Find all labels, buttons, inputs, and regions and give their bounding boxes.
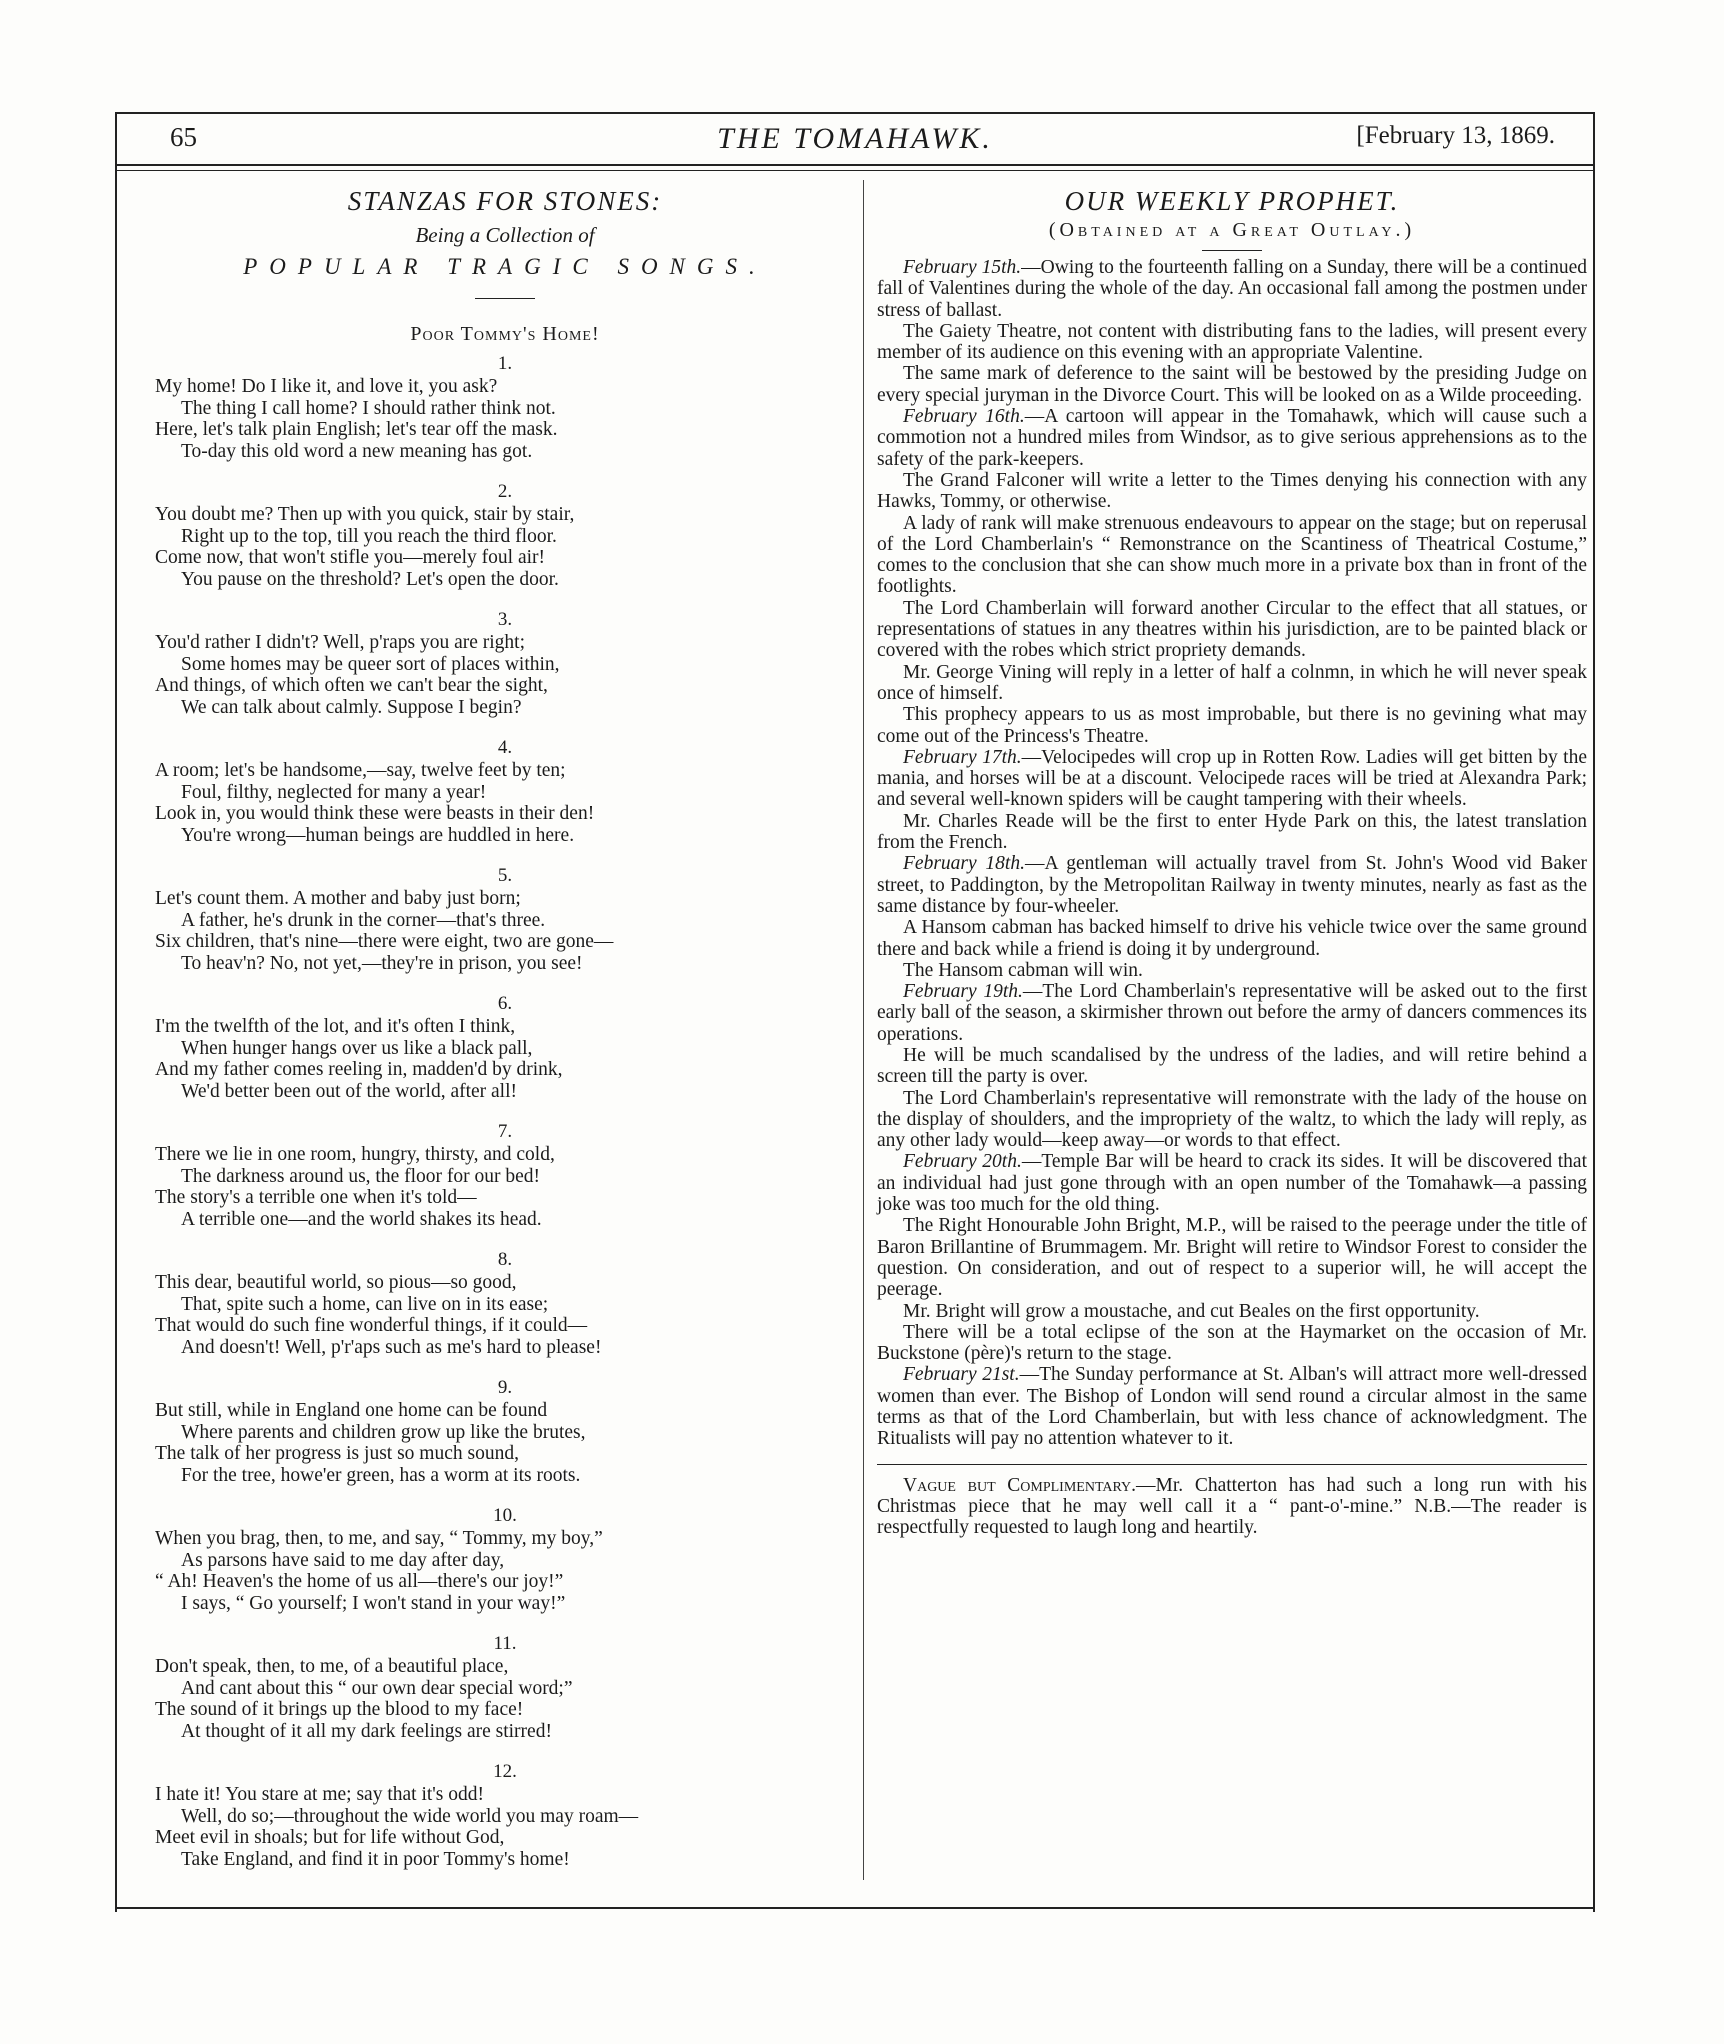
left-column	[155, 182, 855, 1870]
page-header	[115, 122, 1595, 162]
poem-line: When hunger hangs over us like a black pall,	[181, 1037, 533, 1059]
prophecy-paragraph	[877, 704, 1587, 747]
bottom-rule	[115, 1907, 1595, 1909]
poem-line: And my father comes reeling in, madden'd by drink,	[155, 1059, 563, 1080]
note-lead: Vague but Complimentary.	[903, 1474, 1137, 1496]
poem-line: Meet evil in shoals; but for life without God,	[155, 1827, 505, 1848]
poem-line: The sound of it brings up the blood to my face!	[155, 1699, 524, 1720]
newspaper-page	[115, 112, 1595, 1912]
prophecy-paragraph	[877, 747, 1587, 811]
column-divider	[863, 180, 864, 1880]
poem-line: To heav'n? No, not yet,—they're in prison, you see!	[181, 952, 583, 974]
issue-date: [February 13, 1869.	[1356, 122, 1555, 149]
header-rule-thin	[115, 170, 1595, 171]
poem-line: The thing I call home? I should rather think not.	[181, 397, 556, 419]
stanza	[155, 992, 855, 1102]
poem-line: “ Ah! Heaven's the home of us all—there's our joy!”	[155, 1571, 564, 1592]
paragraph-text: The Grand Falconer will write a letter to the Times denying his connection with any Hawks, Tommy, or otherwise.	[877, 469, 1587, 513]
paragraph-text: The Right Honourable John Bright, M.P., will be raised to the peerage under the title of Baron Brillantine of Brummagem. Mr. Bright will retire to Windsor Forest to consider the question. On consideration, and out of respect to a superior will, he will accept the peerage.	[877, 1215, 1587, 1301]
poem-line: Right up to the top, till you reach the third floor.	[181, 525, 557, 547]
poem-line: Six children, that's nine—there were eight, two are gone—	[155, 931, 614, 952]
poem-line: I says, “ Go yourself; I won't stand in your way!”	[181, 1592, 566, 1614]
paragraph-text: —The Sunday performance at St. Alban's will attract more well-dressed women than ever. The Bishop of London will send round a circular almost in the same terms as that of the Lord Chamberlain, but with less chance of acknowledgment. The Ritualists will pay no attention whatever to it.	[877, 1364, 1588, 1450]
poem-line: You doubt me? Then up with you quick, stair by stair,	[155, 504, 575, 525]
paragraph-text: —Temple Bar will be heard to crack its sides. It will be discovered that an individual had just gone through with an open number of the Tomahawk—a passing joke was too much for the old thing.	[877, 1151, 1587, 1216]
date-lead: February 19th.	[903, 981, 1023, 1003]
poem-line: The story's a terrible one when it's told—	[155, 1187, 477, 1208]
prophecy-paragraph	[877, 470, 1587, 513]
poem-line: I hate it! You stare at me; say that it's odd!	[155, 1784, 484, 1805]
prophecy-paragraph	[877, 598, 1587, 662]
stanza	[155, 1376, 855, 1486]
paragraph-text: There will be a total eclipse of the son at the Haymarket on the occasion of Mr. Buckstone (père)'s return to the stage.	[877, 1321, 1587, 1365]
stanza-number: 12.	[493, 1761, 517, 1782]
poem-line: When you brag, then, to me, and say, “ Tommy, my boy,”	[155, 1528, 603, 1549]
date-lead: February 17th.	[903, 746, 1022, 768]
poem-section-subtitle-2: POPULAR TRAGIC SONGS.	[243, 254, 767, 279]
page-number: 65	[170, 122, 197, 152]
date-lead: February 18th.	[903, 853, 1025, 875]
stanza	[155, 608, 855, 718]
prophet-title: OUR WEEKLY PROPHET.	[1064, 186, 1400, 216]
stanza	[155, 736, 855, 846]
stanza	[155, 1248, 855, 1358]
right-column	[877, 182, 1587, 1539]
prophecy-paragraph	[877, 960, 1587, 981]
prophecy-paragraph	[877, 917, 1587, 960]
stanza-number: 3.	[497, 609, 513, 630]
poem-line: A room; let's be handsome,—say, twelve feet by ten;	[155, 760, 566, 781]
prophecy-paragraph	[877, 1322, 1587, 1365]
poem-line: Don't speak, then, to me, of a beautiful place,	[155, 1656, 509, 1677]
paragraph-text: This prophecy appears to us as most improbable, but there is no gevining what may come out of the Princess's Theatre.	[877, 704, 1587, 747]
paragraph-text: A lady of rank will make strenuous endeavours to appear on the stage; but on reperusal of the Lord Chamberlain's “ Remonstrance on the Scantiness of Theatrical Costume,” comes to the conclusion that she can show much more in a private box than in front of the footlights.	[877, 512, 1587, 598]
poem-line: At thought of it all my dark feelings are stirred!	[181, 1720, 552, 1742]
stanza-number: 10.	[493, 1505, 517, 1526]
stanza-number: 5.	[497, 865, 513, 886]
prophecy-paragraph	[877, 981, 1587, 1045]
header-rule	[115, 164, 1595, 166]
poem-line: And things, of which often we can't bear the sight,	[155, 675, 548, 696]
prophecy-paragraph	[877, 513, 1587, 598]
poem-stanzas	[155, 352, 855, 1870]
prophecy-paragraph	[877, 853, 1587, 917]
stanza	[155, 1760, 855, 1870]
prophecy-paragraph	[877, 1045, 1587, 1088]
poem-line: Look in, you would think these were beasts in their den!	[155, 803, 595, 824]
poem-line: We can talk about calmly. Suppose I begin?	[181, 696, 522, 718]
right-border	[1593, 112, 1595, 1912]
prophecy-paragraph	[877, 811, 1587, 854]
stanza-number: 8.	[497, 1249, 513, 1270]
short-rule	[475, 298, 535, 299]
poem-line: My home! Do I like it, and love it, you ask?	[155, 376, 498, 397]
poem-line: For the tree, howe'er green, has a worm at its roots.	[181, 1464, 581, 1486]
short-rule	[1202, 250, 1262, 251]
left-border	[115, 112, 117, 1912]
poem-line: Foul, filthy, neglected for many a year!	[181, 781, 487, 803]
stanza-number: 7.	[497, 1121, 513, 1142]
stanza	[155, 480, 855, 590]
paragraph-text: —A gentleman will actually travel from St. John's Wood vid Baker street, to Paddington, by the Metropolitan Railway in twenty minutes, nearly as fast as the same distance by four-wheeler.	[877, 853, 1587, 917]
poem-line: I'm the twelfth of the lot, and it's often I think,	[155, 1016, 516, 1037]
poem-line: There we lie in one room, hungry, thirsty, and cold,	[155, 1144, 555, 1165]
masthead: THE TOMAHAWK.	[717, 122, 993, 155]
poem-title: Poor Tommy's Home!	[410, 323, 600, 345]
paragraph-text: Mr. Bright will grow a moustache, and cut Beales on the first opportunity.	[903, 1300, 1480, 1322]
poem-line: We'd better been out of the world, after all!	[181, 1080, 518, 1102]
stanza	[155, 1504, 855, 1614]
poem-line: To-day this old word a new meaning has got.	[181, 440, 533, 462]
poem-line: And doesn't! Well, p'r'aps such as me's hard to please!	[181, 1336, 602, 1358]
prophecy-paragraph	[877, 257, 1587, 321]
stanza-number: 11.	[493, 1633, 517, 1654]
poem-line: Well, do so;—throughout the wide world you may roam—	[181, 1805, 639, 1827]
poem-section-subtitle: Being a Collection of	[415, 223, 595, 247]
poem-line: The darkness around us, the floor for our bed!	[181, 1165, 541, 1187]
paragraph-text: Mr. Charles Reade will be the first to enter Hyde Park on this, the latest translation from the French.	[877, 810, 1587, 854]
paragraph-text: —Owing to the fourteenth falling on a Sunday, there will be a continued fall of Valentines during the whole of the day. An occasional fall among the postmen under stress of ballast.	[877, 257, 1587, 321]
stanza-number: 6.	[497, 993, 513, 1014]
paragraph-text: —A cartoon will appear in the Tomahawk, which will cause such a commotion not a hundred miles from Windsor, as to give serious apprehensions as to the safety of the park-keepers.	[877, 406, 1587, 470]
paragraph-text: He will be much scandalised by the undress of the ladies, and will retire behind a screen till the party is over.	[877, 1044, 1587, 1088]
stanza	[155, 1120, 855, 1230]
date-lead: February 20th.	[903, 1151, 1022, 1173]
date-lead: February 15th.	[903, 257, 1022, 278]
poem-section-title: STANZAS FOR STONES:	[347, 186, 663, 216]
date-lead: February 16th.	[903, 406, 1025, 428]
paragraph-text: The same mark of deference to the saint will be bestowed by the presiding Judge on every special juryman in the Divorce Court. This will be looked on as a Wilde proceeding.	[877, 363, 1587, 406]
poem-line: Where parents and children grow up like the brutes,	[181, 1421, 586, 1443]
poem-line: Come now, that won't stifle you—merely foul air!	[155, 547, 545, 568]
prophecy-paragraph	[877, 1215, 1587, 1300]
poem-line: That would do such fine wonderful things, if it could—	[155, 1315, 588, 1336]
date-lead: February 21st.	[903, 1364, 1020, 1386]
stanza-number: 9.	[497, 1377, 513, 1398]
poem-line: But still, while in England one home can be found	[155, 1400, 548, 1421]
paragraph-text: —Velocipedes will crop up in Rotten Row. Ladies will get bitten by the mania, and horses will be at a discount. Velocipede races will be tried at Alexandra Park; and several well-known spiders will be caught tampering with their wheels.	[877, 746, 1587, 811]
prophecy-paragraph	[877, 406, 1587, 470]
prophecy-paragraph	[877, 363, 1587, 406]
paragraph-text: The Lord Chamberlain's representative will remonstrate with the lady of the house on the display of shoulders, and the impropriety of the waltz, to which the lady will reply, as any other lady would—keep away—or words to that effect.	[877, 1087, 1587, 1152]
prophecy-paragraph	[877, 662, 1587, 705]
note-paragraph	[877, 1475, 1587, 1539]
prophecy-paragraph	[877, 1364, 1587, 1449]
paragraph-text: Mr. George Vining will reply in a letter of half a colnmn, in which he will never speak once of himself.	[877, 661, 1587, 704]
prophet-paragraphs	[877, 257, 1587, 1450]
poem-line: As parsons have said to me day after day,	[181, 1549, 505, 1571]
poem-line: This dear, beautiful world, so pious—so good,	[155, 1272, 517, 1293]
poem-line: You'd rather I didn't? Well, p'raps you are right;	[155, 632, 526, 653]
stanza-number: 2.	[497, 481, 513, 502]
paragraph-text: The Lord Chamberlain will forward another Circular to the effect that all statues, or representations of statues in any theatres within his jurisdiction, are to be painted black or covered with the robes which strict propriety demands.	[877, 597, 1587, 662]
poem-line: Some homes may be queer sort of places within,	[181, 653, 560, 675]
prophecy-paragraph	[877, 1151, 1587, 1215]
prophet-subtitle: (Obtained at a Great Outlay.)	[1048, 219, 1416, 241]
poem-line: A terrible one—and the world shakes its head.	[181, 1208, 542, 1230]
poem-line: Let's count them. A mother and baby just born;	[155, 888, 521, 909]
note-text: —Mr. Chatterton has had such a long run with his Christmas piece that he may well call it a “ pant-o'-mine.” N.B.—The reader is respectfully requested to laugh long and heartily.	[877, 1474, 1588, 1539]
paragraph-text: The Hansom cabman will win.	[903, 959, 1143, 981]
poem-line: You're wrong—human beings are huddled in here.	[181, 824, 575, 846]
stanza	[155, 1632, 855, 1742]
top-rule	[115, 112, 1595, 114]
stanza	[155, 864, 855, 974]
paragraph-text: The Gaiety Theatre, not content with distributing fans to the ladies, will present every member of its audience on this evening with an appropriate Valentine.	[877, 320, 1587, 364]
section-rule	[877, 1464, 1587, 1465]
poem-line: And cant about this “ our own dear special word;”	[181, 1677, 573, 1699]
poem-line: You pause on the threshold? Let's open the door.	[181, 568, 559, 590]
stanza-number: 1.	[497, 353, 513, 374]
paragraph-text: A Hansom cabman has backed himself to drive his vehicle twice over the same ground there and back while a friend is doing it by underground.	[877, 917, 1587, 960]
paragraph-text: —The Lord Chamberlain's representative will be asked out to the first early ball of the season, a skirmisher thrown out before the army of dancers commences its operations.	[877, 981, 1587, 1045]
poem-line: A father, he's drunk in the corner—that's three.	[181, 909, 546, 931]
poem-line: Take England, and find it in poor Tommy's home!	[181, 1848, 570, 1870]
poem-line: The talk of her progress is just so much sound,	[155, 1443, 519, 1464]
prophecy-paragraph	[877, 321, 1587, 364]
poem-line: That, spite such a home, can live on in its ease;	[181, 1293, 549, 1315]
prophecy-paragraph	[877, 1301, 1587, 1322]
stanza	[155, 352, 855, 462]
poem-line: Here, let's talk plain English; let's tear off the mask.	[155, 419, 558, 440]
stanza-number: 4.	[497, 737, 513, 758]
prophecy-paragraph	[877, 1088, 1587, 1152]
